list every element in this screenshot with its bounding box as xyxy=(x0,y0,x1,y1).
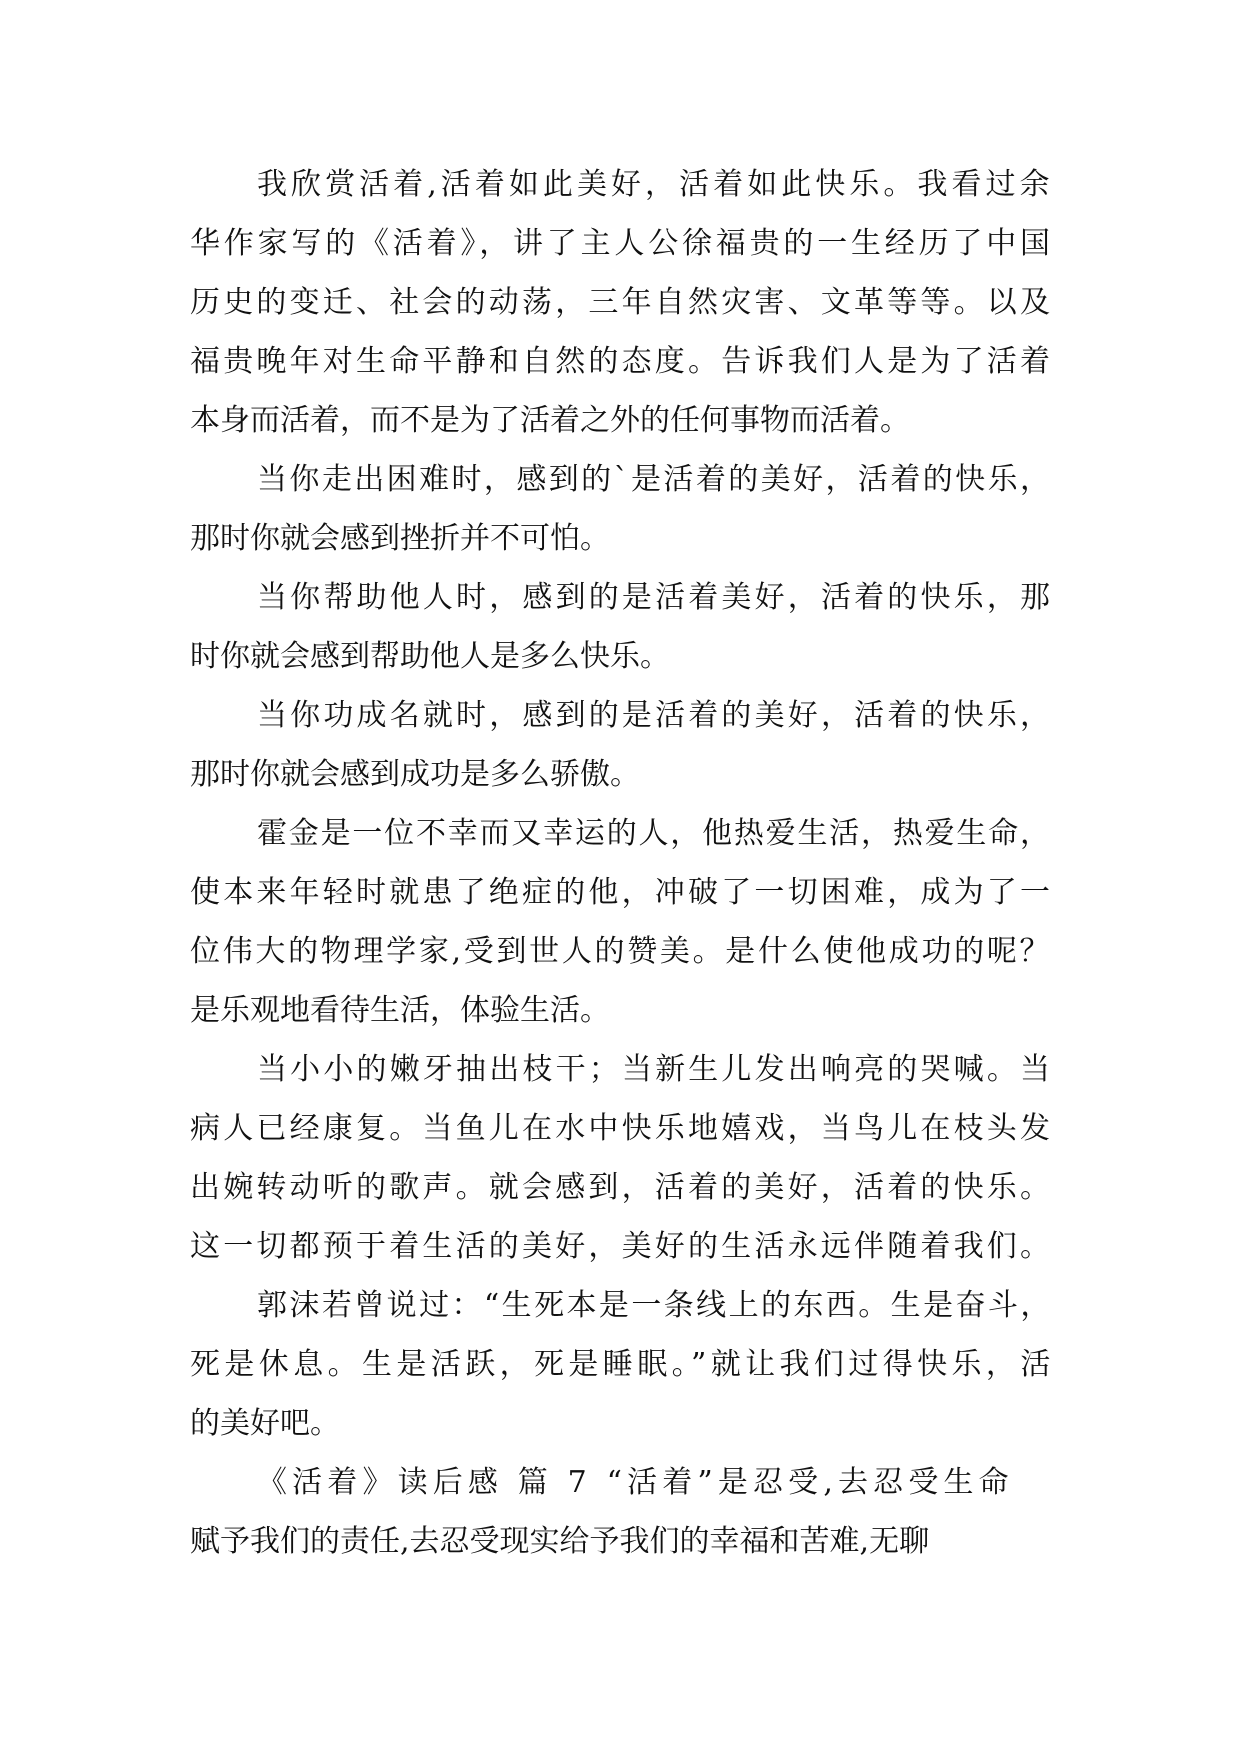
text-line: 《活着》读后感 篇 7 “活着”是忍受,去忍受生命 xyxy=(257,1465,1014,1500)
text-line: 当你帮助他人时，感到的是活着美好，活着的快乐，那 xyxy=(257,580,1054,615)
text-line: 当小小的嫩牙抽出枝干；当新生儿发出响亮的哭喊。当 xyxy=(257,1052,1054,1087)
text-line: 位伟大的物理学家,受到世人的赞美。是什么使他成功的呢？ xyxy=(190,934,1053,969)
text-line: 当你功成名就时，感到的是活着的美好，活着的快乐， xyxy=(257,698,1054,733)
text-line: 出婉转动听的歌声。就会感到，活着的美好，活着的快乐。 xyxy=(190,1170,1054,1205)
text-line: 那时你就会感到挫折并不可怕。 xyxy=(190,521,610,556)
text-line: 的美好吧。 xyxy=(190,1406,340,1441)
text-line: 福贵晚年对生命平静和自然的态度。告诉我们人是为了活着 xyxy=(190,344,1054,379)
text-line: 郭沫若曾说过：“生死本是一条线上的东西。生是奋斗， xyxy=(257,1288,1053,1323)
text-line: 那时你就会感到成功是多么骄傲。 xyxy=(190,757,640,792)
text-line: 赋予我们的责任,去忍受现实给予我们的幸福和苦难,无聊 xyxy=(190,1524,930,1559)
text-line: 华作家写的《活着》，讲了主人公徐福贵的一生经历了中国 xyxy=(190,226,1054,261)
text-line: 本身而活着，而不是为了活着之外的任何事物而活着。 xyxy=(190,403,910,438)
text-line: 使本来年轻时就患了绝症的他，冲破了一切困难，成为了一 xyxy=(190,875,1054,910)
text-line: 是乐观地看待生活，体验生活。 xyxy=(190,993,610,1028)
text-line: 时你就会感到帮助他人是多么快乐。 xyxy=(190,639,670,674)
text-line: 霍金是一位不幸而又幸运的人，他热爱生活，热爱生命， xyxy=(257,816,1052,851)
text-line: 这一切都预于着生活的美好，美好的生活永远伴随着我们。 xyxy=(190,1229,1054,1264)
text-line: 历史的变迁、社会的动荡，三年自然灾害、文革等等。以及 xyxy=(190,285,1054,320)
text-line: 当你走出困难时，感到的`是活着的美好，活着的快乐， xyxy=(257,462,1053,497)
text-line: 死是休息。生是活跃，死是睡眠。”就让我们过得快乐，活 xyxy=(190,1347,1055,1382)
text-line: 病人已经康复。当鱼儿在水中快乐地嬉戏，当鸟儿在枝头发 xyxy=(190,1111,1054,1146)
text-line: 我欣赏活着,活着如此美好，活着如此快乐。我看过余 xyxy=(257,167,1054,202)
